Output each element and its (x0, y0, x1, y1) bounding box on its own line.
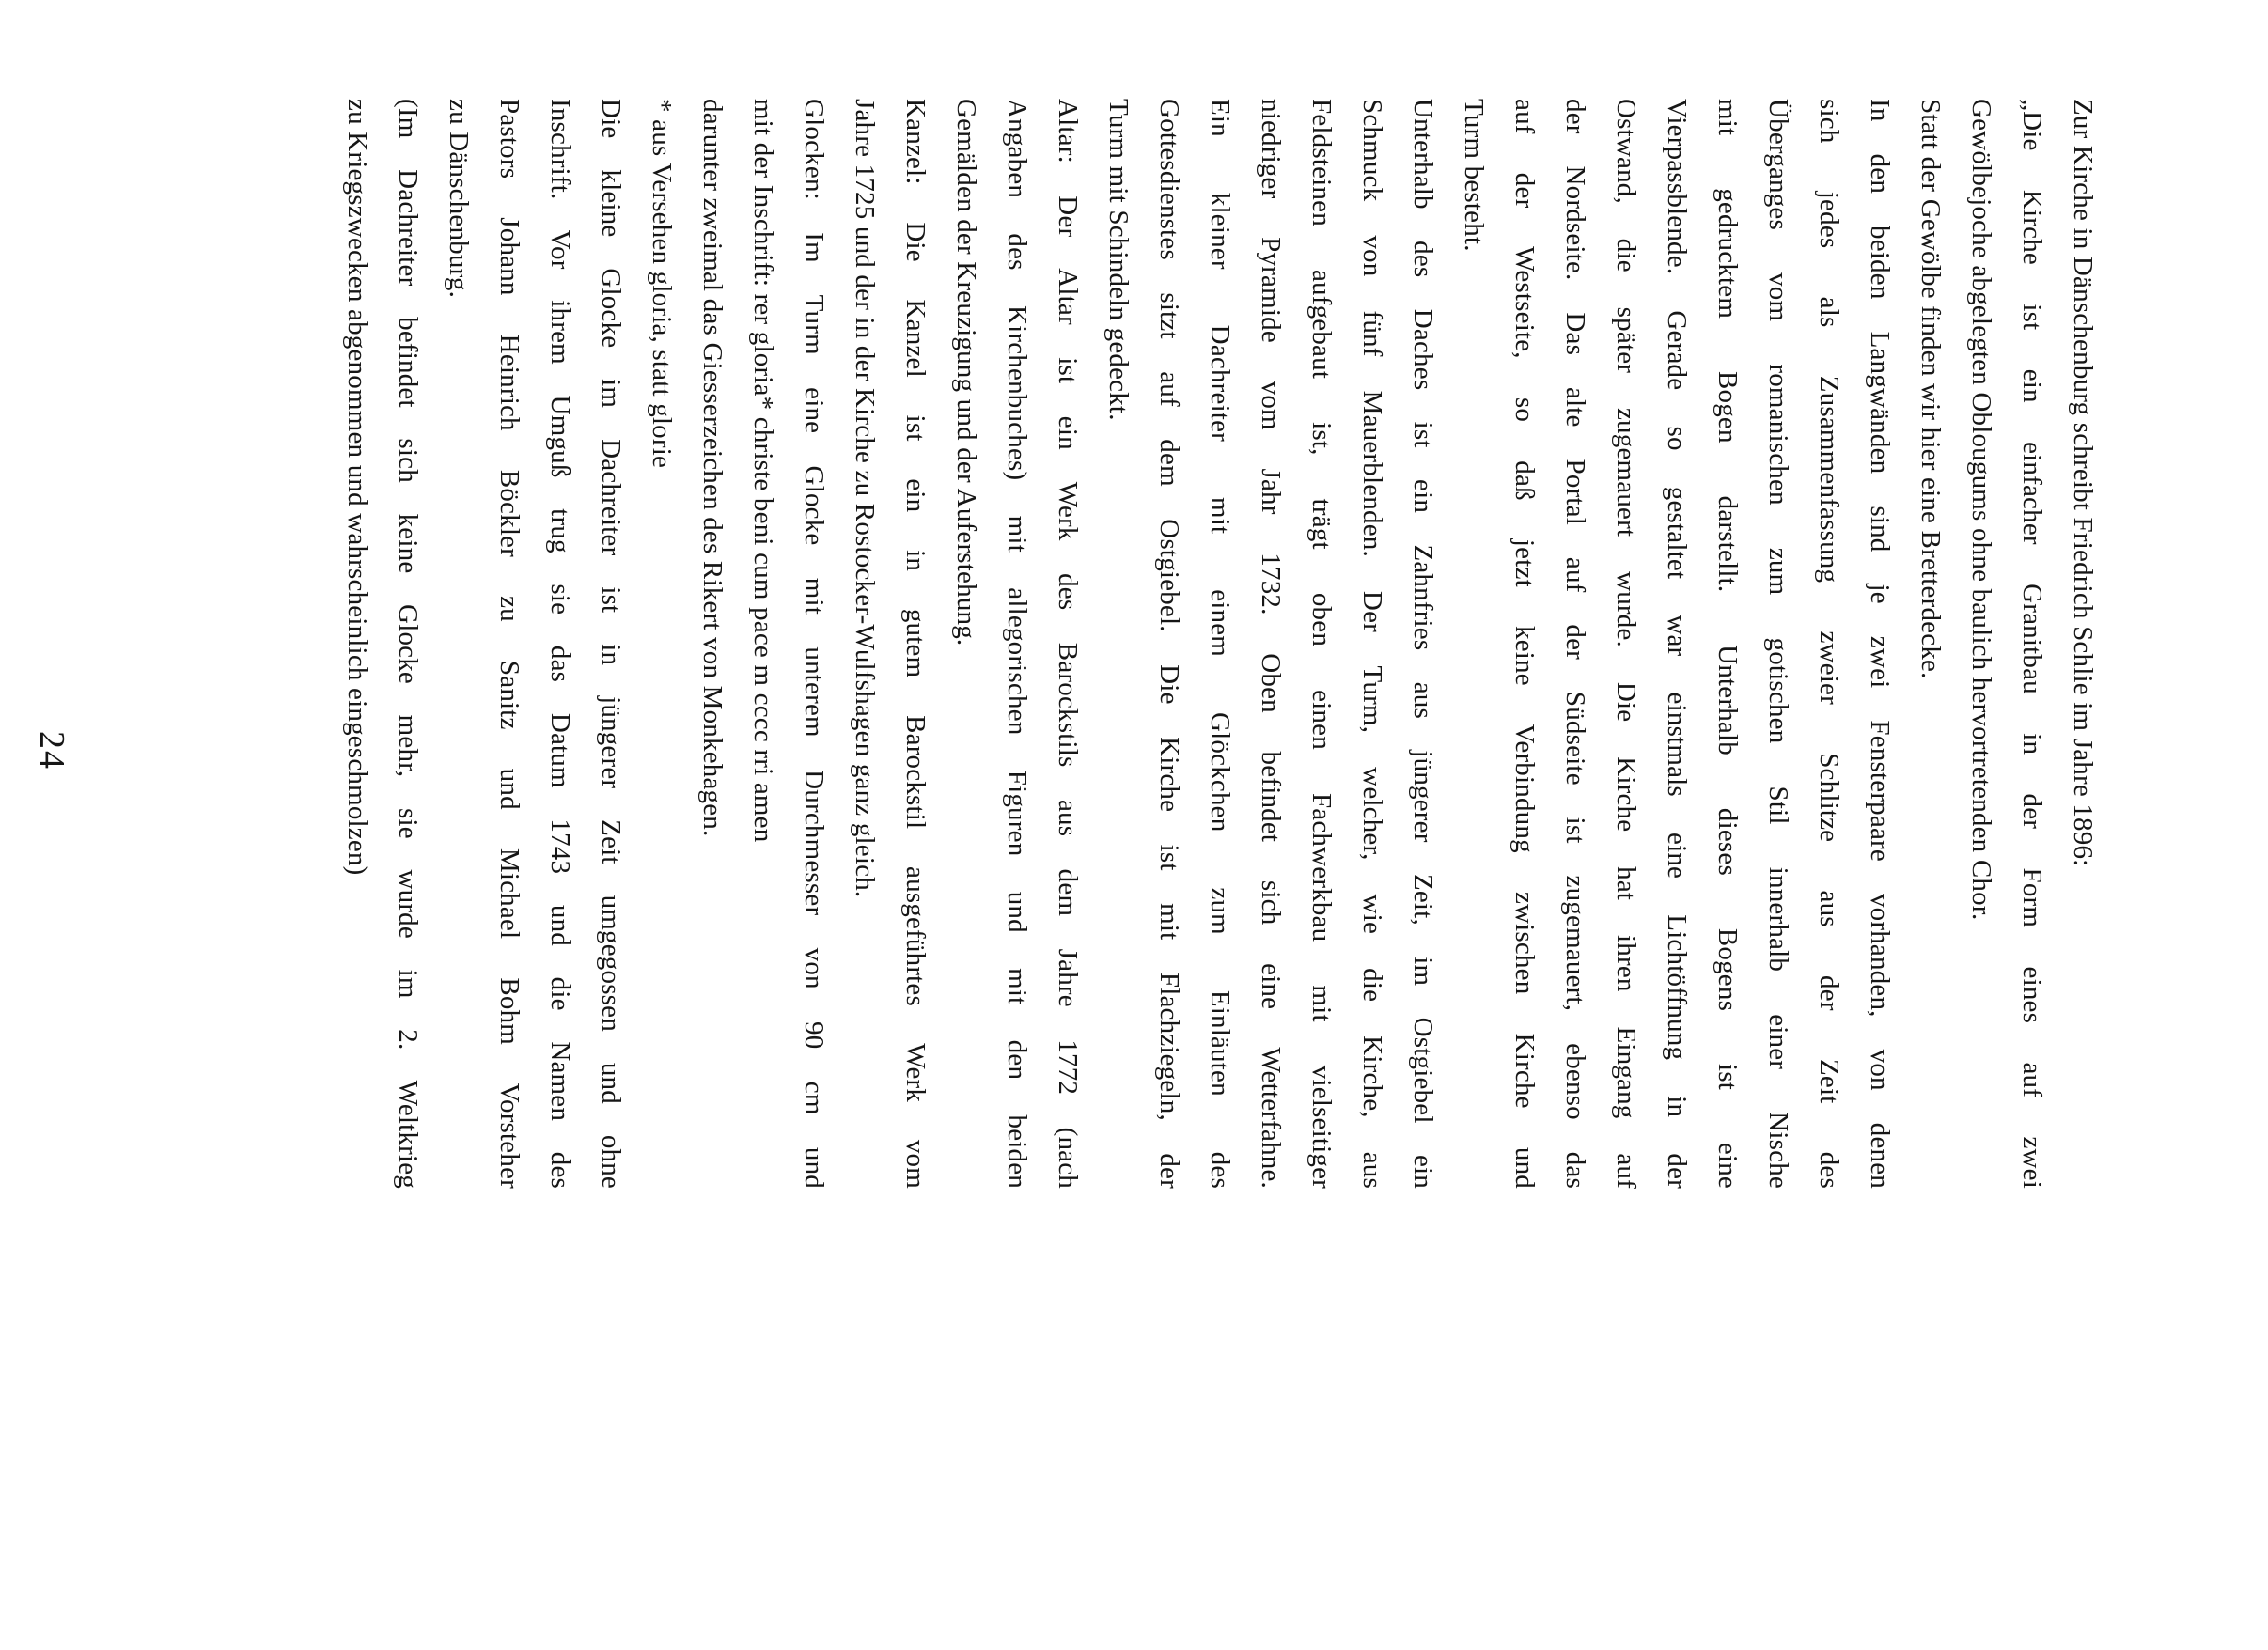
text-line: Die kleine Glocke im Dachreiter ist in jüngerer Zeit umgegossen und ohne (596, 99, 626, 1189)
text-line: mit gedrucktem Bogen darstellt. Unterhalb dieses Bogens ist eine (1713, 99, 1743, 1189)
text-line: Jahre 1725 und der in der Kirche zu Rostocker-Wulfshagen ganz gleich. (850, 99, 880, 898)
text-line: Turm besteht. (1459, 99, 1489, 252)
text-line: Gemälden der Kreuzigung und der Auferstehung. (951, 99, 981, 646)
paragraph (1093, 99, 2108, 1189)
text-line: Statt der Gewölbe finden wir hier eine Bretterdecke. (1916, 99, 1946, 679)
text-line: niedriger Pyramide vom Jahr 1732. Oben befindet sich eine Wetterfahne. (1256, 99, 1286, 1189)
text-line: Turm mit Schindeln gedeckt. (1103, 99, 1134, 421)
text-line: Pastors Johann Heinrich Böckler zu Sanitz und Michael Bohm Vorsteher (494, 99, 524, 1189)
text-line: Unterhalb des Daches ist ein Zahnfries aus jüngerer Zeit, im Ostgiebel ein (1408, 99, 1438, 1189)
text-line: Gewölbejoche abgelegten Oblougums ohne baulich hervortretenden Chor. (1966, 99, 1996, 921)
text-line: auf der Westseite, so daß jetzt keine Verbindung zwischen Kirche und (1509, 99, 1540, 1189)
text-line: Gottesdienstes sitzt auf dem Ostgiebel. Die Kirche ist mit Flachziegeln, der (1154, 99, 1184, 1189)
text-line: Glocken: Im Turm eine Glocke mit unterem Durchmesser von 90 cm und (799, 99, 829, 1189)
paragraph (332, 99, 433, 1189)
text-line: Angaben des Kirchenbuches) mit allegorischen Figuren und mit den beiden (1002, 99, 1032, 1189)
text-line: Schmuck von fünf Mauerblenden. Der Turm, welcher, wie die Kirche, aus (1357, 99, 1387, 1189)
paragraph (433, 99, 636, 1189)
text-line: Zur Kirche in Dänschenburg schreibt Friedrich Schlie im Jahre 1896: (2068, 99, 2098, 867)
text-line: zu Dänschenburg. (444, 99, 474, 299)
text-line: Altar: Der Altar ist ein Werk des Barockstils aus dem Jahre 1772 (nach (1053, 99, 1083, 1189)
page-number: 24 (32, 731, 71, 771)
text-line: zu Kriegszwecken abgenommen und wahrscheinlich eingeschmolzen) (342, 99, 372, 876)
page-text (332, 99, 2108, 1189)
text-line: der Nordseite. Das alte Portal auf der Südseite ist zugemauert, ebenso das (1560, 99, 1590, 1189)
text-line: Feldsteinen aufgebaut ist, trägt oben einen Fachwerkbau mit vielseitiger (1306, 99, 1337, 1189)
text-line: mit der Inschrift: rer gloria* christe beni cum pace m cccc rri amen (748, 99, 778, 843)
text-line: Inschrift. Vor ihrem Umguß trug sie das Datum 1743 und die Namen des (545, 99, 575, 1189)
text-line: (Im Dachreiter befindet sich keine Glocke mehr, sie wurde im 2. Weltkrieg (393, 99, 423, 1189)
text-line: Ostwand, die später zugemauert wurde. Die Kirche hat ihren Eingang auf (1611, 99, 1641, 1189)
text-line: „Die Kirche ist ein einfacher Granitbau in der Form eines auf zwei (2017, 99, 2047, 1189)
paragraph (636, 99, 687, 1189)
text-line: Überganges vom romanischen zum gotischen Stil innerhalb einer Nische (1763, 99, 1793, 1189)
paragraph (941, 99, 1093, 1189)
text-line: Kanzel: Die Kanzel ist ein in gutem Barockstil ausgeführtes Werk vom (900, 99, 931, 1189)
paragraph (687, 99, 941, 1189)
text-line: Ein kleiner Dachreiter mit einem Glöckchen zum Einläuten des (1205, 99, 1235, 1189)
text-line: * aus Versehen gloria, statt glorie (647, 99, 677, 469)
text-line: In den beiden Langwänden sind je zwei Fensterpaare vorhanden, von denen (1865, 99, 1895, 1189)
text-line: darunter zweimal das Giesserzeichen des Rikert von Monkehagen. (697, 99, 727, 837)
text-line: sich jedes als Zusammenfassung zweier Schlitze aus der Zeit des (1814, 99, 1844, 1189)
text-line: Vierpassblende. Gerade so gestaltet war einstmals eine Lichtöffnung in der (1662, 99, 1692, 1189)
